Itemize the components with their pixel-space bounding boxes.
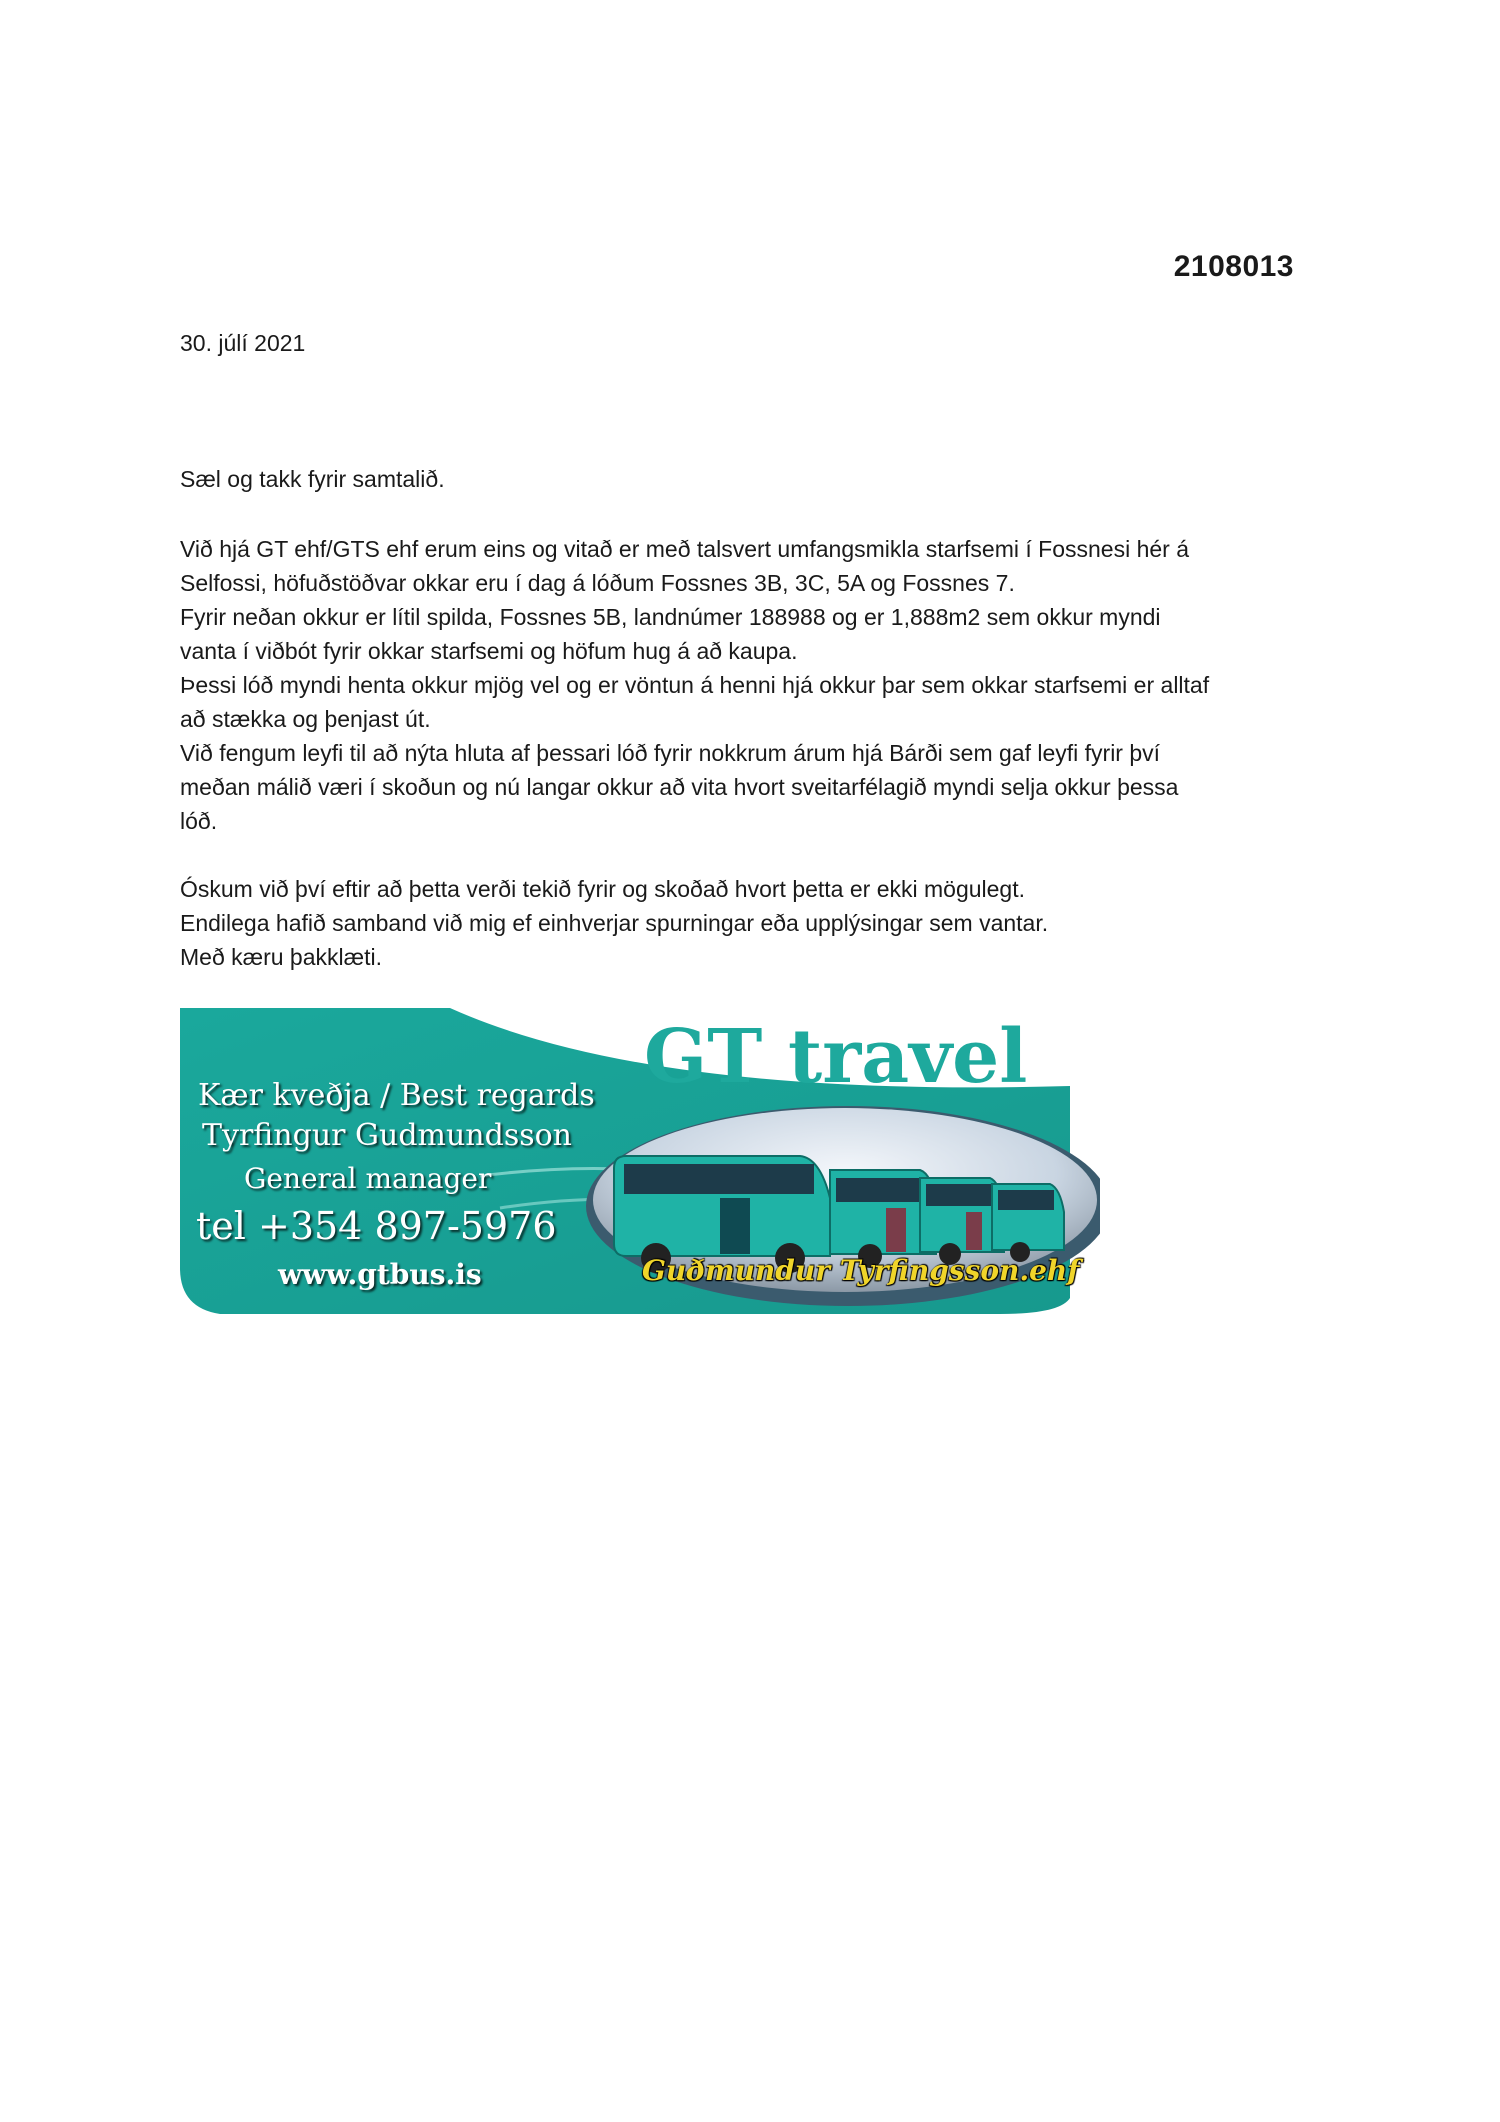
body-line: Við hjá GT ehf/GTS ehf erum eins og vitað er með talsvert umfangsmikla starfsemi í Fossnesi hér á: [180, 536, 1190, 562]
closing-line: Endilega hafið samband við mig ef einhverjar spurningar eða upplýsingar sem vantar.: [180, 910, 1049, 936]
body-line: lóð.: [180, 808, 218, 834]
body-line: Þessi lóð myndi henta okkur mjög vel og er vöntun á henni hjá okkur þar sem okkar starfsemi er alltaf: [180, 672, 1210, 698]
body-line: meðan málið væri í skoðun og nú langar okkur að vita hvort sveitarfélagið myndi selja okkur þessa: [180, 774, 1179, 800]
signature-title: General manager: [244, 1162, 492, 1195]
letter-closing: [180, 872, 1340, 974]
body-line: vanta í viðbót fyrir okkar starfsemi og höfum hug á að kaupa.: [180, 638, 798, 664]
body-line: Við fengum leyfi til að nýta hluta af þessari lóð fyrir nokkrum árum hjá Bárði sem gaf leyfi fyrir því: [180, 740, 1161, 766]
body-line: að stækka og þenjast út.: [180, 706, 431, 732]
document-number: 2108013: [1173, 250, 1294, 283]
brand-title: GT travel: [644, 1014, 1028, 1100]
signature-banner: [180, 1008, 1100, 1314]
signature-name: Tyrfingur Gudmundsson: [202, 1118, 572, 1153]
closing-line: Með kæru þakklæti.: [180, 944, 382, 970]
closing-line: Óskum við því eftir að þetta verði tekið fyrir og skoðað hvort þetta er ekki mögulegt.: [180, 876, 1026, 902]
letter-body: [180, 532, 1340, 838]
signature-phone: tel +354 897-5976: [196, 1204, 557, 1248]
letter-greeting: Sæl og takk fyrir samtalið.: [180, 466, 445, 492]
signature-regards: Kær kveðja / Best regards: [198, 1078, 595, 1113]
body-line: Selfossi, höfuðstöðvar okkar eru í dag á lóðum Fossnes 3B, 3C, 5A og Fossnes 7.: [180, 570, 1015, 596]
signature-website: www.gtbus.is: [278, 1258, 482, 1291]
letter-date: 30. júlí 2021: [180, 330, 306, 356]
company-name: Guðmundur Tyrfingsson.ehf: [642, 1254, 1080, 1287]
bus-icon: [992, 1184, 1064, 1262]
body-line: Fyrir neðan okkur er lítil spilda, Fossnes 5B, landnúmer 188988 og er 1,888m2 sem okkur myndi: [180, 604, 1161, 630]
